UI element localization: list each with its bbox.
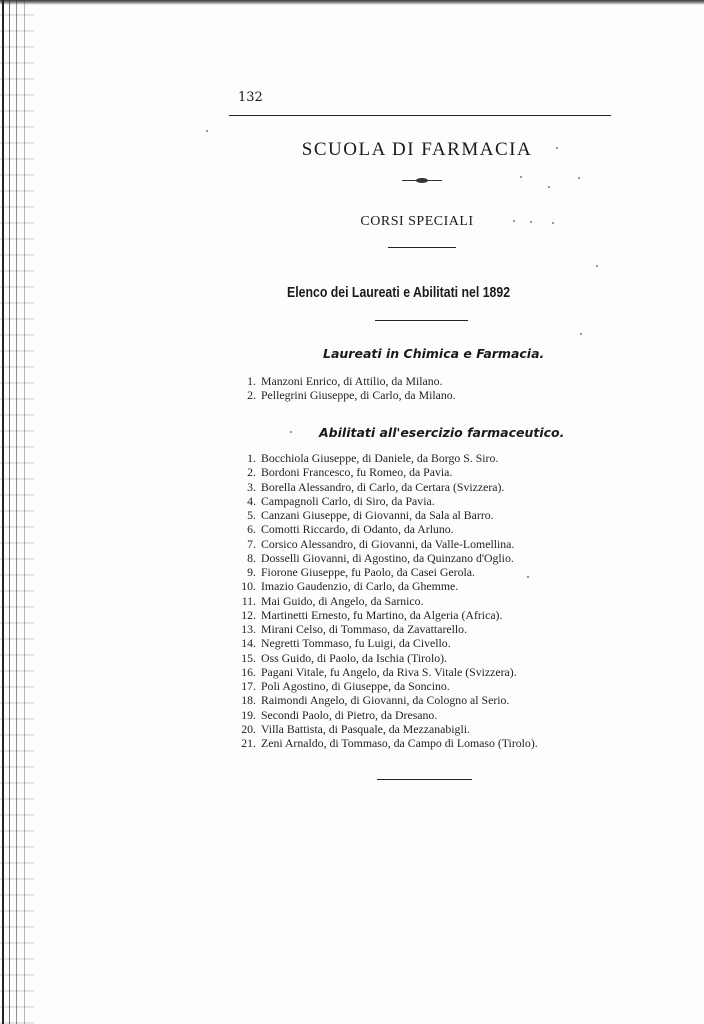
scan-speck: [513, 220, 515, 222]
entry-number: 16.: [241, 664, 256, 679]
ornament-divider: [402, 178, 442, 184]
entry-text: Pellegrini Giuseppe, di Carlo, da Milano.: [261, 388, 456, 403]
list-item: [236, 465, 538, 479]
scan-speck: [530, 221, 532, 223]
entry-number: 20.: [241, 721, 256, 736]
list-item: [236, 622, 538, 636]
school-title: SCUOLA DI FARMACIA: [301, 139, 533, 160]
entry-number: 1.: [247, 374, 256, 388]
entry-number: 8.: [247, 550, 256, 565]
list-item: [236, 551, 538, 565]
list-item: [236, 636, 538, 650]
page-top-edge: [0, 0, 704, 5]
entry-number: 2.: [247, 465, 256, 480]
entry-text: Mirani Celso, di Tommaso, da Zavattarello.: [261, 622, 468, 636]
entry-text: Mai Guido, di Angelo, da Sarnico.: [261, 593, 424, 608]
entry-text: Oss Guido, di Paolo, da Ischia (Tirolo).: [261, 650, 448, 665]
entry-number: 10.: [241, 579, 256, 594]
scan-speck: [556, 147, 558, 149]
list-item: [236, 736, 538, 750]
entry-text: Imazio Gaudenzio, di Carlo, da Ghemme.: [261, 579, 459, 594]
list-item: [236, 565, 538, 579]
list-item: [236, 522, 538, 536]
subtitle: CORSI SPECIALI: [360, 214, 474, 229]
entry-text: Dosselli Giovanni, di Agostino, da Quinzano d'Oglio.: [261, 550, 514, 565]
list-item: [236, 388, 456, 402]
entry-text: Bordoni Francesco, fu Romeo, da Pavia.: [261, 465, 453, 480]
entry-text: Zeni Arnaldo, di Tommaso, da Campo di Lomaso (Tirolo).: [261, 736, 538, 750]
entry-text: Canzani Giuseppe, di Giovanni, da Sala al Barro.: [261, 508, 494, 522]
entry-number: 15.: [241, 650, 256, 665]
entry-number: 21.: [241, 736, 256, 750]
list-item: [236, 508, 538, 522]
entry-text: Corsico Alessandro, di Giovanni, da Valle-Lomellina.: [261, 536, 515, 551]
entry-number: 14.: [241, 636, 256, 651]
list-item: [236, 708, 538, 722]
section-heading-laureati: Laureati in Chimica e Farmacia.: [323, 346, 545, 361]
page-number: 132: [238, 90, 263, 105]
entry-text: Poli Agostino, di Giuseppe, da Soncino.: [261, 679, 450, 693]
list-item: [236, 451, 538, 465]
entry-number: 3.: [247, 479, 256, 494]
entry-text: Manzoni Enrico, di Attilio, da Milano.: [261, 374, 443, 388]
entry-number: 12.: [241, 607, 256, 622]
entry-text: Negretti Tommaso, fu Luigi, da Civello.: [261, 636, 451, 651]
entry-text: Borella Alessandro, di Carlo, da Certara (Svizzera).: [261, 479, 505, 494]
list-item: [236, 594, 538, 608]
scan-speck: [206, 130, 208, 132]
list-item: [236, 494, 538, 508]
list-item: [236, 722, 538, 736]
entry-text: Fiorone Giuseppe, fu Paolo, da Casei Gerola.: [261, 565, 475, 579]
scan-speck: [580, 333, 582, 335]
entry-number: 7.: [247, 536, 256, 551]
entry-number: 9.: [247, 565, 256, 579]
entry-text: Martinetti Ernesto, fu Martino, da Algeria (Africa).: [261, 607, 503, 622]
list-item: [236, 651, 538, 665]
entry-number: 2.: [247, 388, 256, 403]
entry-number: 18.: [241, 693, 256, 708]
header-rule: [229, 115, 611, 116]
list-item: [236, 665, 538, 679]
list-item: [236, 608, 538, 622]
scan-speck: [548, 186, 550, 188]
list-item: [236, 679, 538, 693]
entry-number: 19.: [241, 707, 256, 722]
entry-text: Comotti Riccardo, di Odanto, da Arluno.: [261, 522, 454, 537]
entry-number: 4.: [247, 493, 256, 508]
abilitati-list: [236, 451, 538, 750]
scan-speck: [520, 176, 522, 178]
entry-number: 13.: [241, 622, 256, 636]
section-heading-abilitati: Abilitati all'esercizio farmaceutico.: [319, 425, 565, 440]
entry-text: Pagani Vitale, fu Angelo, da Riva S. Vitale (Svizzera).: [261, 664, 517, 679]
scan-speck: [596, 265, 598, 267]
scan-speck: [527, 576, 529, 578]
entry-text: Raimondi Angelo, di Giovanni, da Cologno al Serio.: [261, 693, 510, 708]
scan-speck: [290, 431, 292, 433]
entry-text: Villa Battista, di Pasquale, da Mezzanabigli.: [261, 721, 470, 736]
entry-number: 6.: [247, 522, 256, 537]
closing-rule: [377, 779, 472, 780]
scan-speck: [578, 177, 580, 179]
list-item: [236, 374, 456, 388]
laureati-list: [236, 374, 456, 403]
list-item: [236, 579, 538, 593]
entry-number: 11.: [241, 593, 256, 608]
scan-speck: [552, 222, 554, 224]
entry-number: 1.: [247, 451, 256, 465]
divider-rule: [375, 320, 468, 321]
entry-text: Secondi Paolo, di Pietro, da Dresano.: [261, 707, 438, 722]
entry-number: 5.: [247, 508, 256, 522]
entry-number: 17.: [241, 679, 256, 693]
divider-rule: [388, 247, 456, 248]
list-item: [236, 537, 538, 551]
list-title: Elenco dei Laureati e Abilitati nel 1892: [287, 284, 511, 301]
list-item: [236, 693, 538, 707]
entry-text: Campagnoli Carlo, di Siro, da Pavia.: [261, 493, 435, 508]
list-item: [236, 480, 538, 494]
entry-text: Bocchiola Giuseppe, di Daniele, da Borgo S. Siro.: [261, 451, 499, 465]
